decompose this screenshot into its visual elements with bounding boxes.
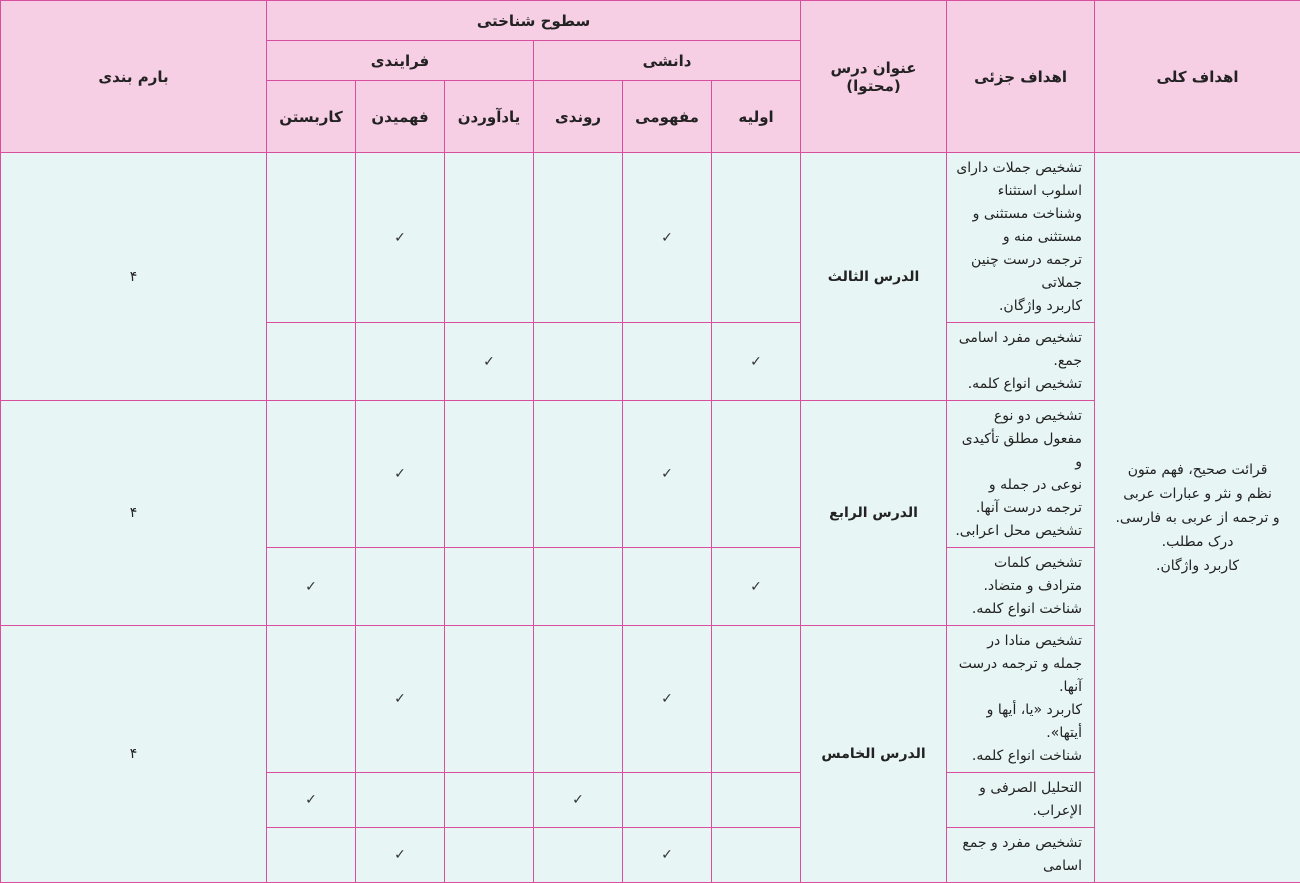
score-cell: ۴ (1, 626, 267, 883)
general-goal-line: قرائت صحیح، فهم متون (1103, 458, 1292, 482)
check-cell-primary (712, 773, 801, 828)
check-cell-applying (267, 828, 356, 883)
general-goal-line: کاربرد واژگان. (1103, 554, 1292, 578)
objective-cell (947, 401, 1095, 548)
check-cell-understanding (356, 773, 445, 828)
objective-line: تشخیص کلمات مترادف و متضاد. (955, 552, 1082, 598)
check-cell-understanding (356, 323, 445, 401)
check-cell-applying (267, 153, 356, 323)
general-goal-line: نظم و نثر و عبارات عربی (1103, 482, 1292, 506)
header-understanding: فهمیدن (356, 81, 445, 153)
check-cell-conceptual (623, 153, 712, 323)
objective-cell (947, 828, 1095, 883)
check-cell-procedural (534, 773, 623, 828)
check-cell-primary (712, 626, 801, 773)
header-partial-goals: اهداف جزئی (947, 1, 1095, 153)
check-cell-procedural (534, 153, 623, 323)
check-mark-icon: ✓ (394, 230, 406, 246)
objective-line: تشخیص مفرد اسامی جمع. (955, 327, 1082, 373)
check-cell-recall (445, 773, 534, 828)
lesson-title-cell: الدرس الرابع (801, 401, 947, 626)
check-cell-conceptual (623, 828, 712, 883)
header-general-goals: اهداف کلی (1095, 1, 1300, 153)
check-cell-procedural (534, 401, 623, 548)
check-mark-icon: ✓ (750, 579, 762, 595)
objective-line: نوعی در جمله و ترجمه درست آنها. (955, 474, 1082, 520)
table-row (1, 153, 1300, 323)
check-cell-understanding (356, 548, 445, 626)
check-mark-icon: ✓ (394, 847, 406, 863)
header-scoring: بارم بندی (1, 1, 267, 153)
check-cell-conceptual (623, 773, 712, 828)
check-cell-conceptual (623, 323, 712, 401)
check-mark-icon: ✓ (394, 466, 406, 482)
header-procedural: روندی (534, 81, 623, 153)
check-mark-icon: ✓ (483, 354, 495, 370)
check-mark-icon: ✓ (750, 354, 762, 370)
lesson-title-cell: الدرس الخامس (801, 626, 947, 883)
objective-line: آنها. (955, 676, 1082, 699)
objective-line: ترجمه درست چنین جملاتی (955, 249, 1082, 295)
check-cell-procedural (534, 626, 623, 773)
score-cell: ۴ (1, 153, 267, 401)
check-cell-understanding (356, 828, 445, 883)
check-mark-icon: ✓ (661, 466, 673, 482)
general-goals-cell (1095, 153, 1300, 883)
objective-line: تشخیص مفرد و جمع اسامی (955, 832, 1082, 878)
check-cell-primary (712, 548, 801, 626)
check-cell-conceptual (623, 401, 712, 548)
objective-line: شناخت انواع کلمه. (955, 745, 1082, 768)
general-goal-line: درک مطلب. (1103, 530, 1292, 554)
header-knowledge: دانشی (534, 41, 801, 81)
objective-cell (947, 323, 1095, 401)
check-cell-procedural (534, 548, 623, 626)
check-mark-icon: ✓ (661, 691, 673, 707)
check-cell-applying (267, 626, 356, 773)
objective-line: تشخیص منادا در جمله و ترجمه درست (955, 630, 1082, 676)
objective-line: التحلیل الصرفی و الإعراب. (955, 777, 1082, 823)
check-cell-recall (445, 626, 534, 773)
general-goal-line: و ترجمه از عربی به فارسی. (1103, 506, 1292, 530)
check-mark-icon: ✓ (394, 691, 406, 707)
check-cell-conceptual (623, 626, 712, 773)
check-cell-recall (445, 548, 534, 626)
objective-line: تشخیص جملات دارای اسلوب استثناء (955, 157, 1082, 203)
check-cell-applying (267, 773, 356, 828)
check-cell-procedural (534, 323, 623, 401)
objective-line: تشخیص انواع کلمه. (955, 373, 1082, 396)
check-cell-understanding (356, 153, 445, 323)
check-cell-primary (712, 401, 801, 548)
header-recall: یادآوردن (445, 81, 534, 153)
objective-cell (947, 626, 1095, 773)
check-cell-primary (712, 323, 801, 401)
objective-line: وشناخت مستثنی و مستثنی منه و (955, 203, 1082, 249)
check-mark-icon: ✓ (305, 579, 317, 595)
header-conceptual: مفهومی (623, 81, 712, 153)
check-cell-primary (712, 828, 801, 883)
check-cell-applying (267, 401, 356, 548)
objective-cell (947, 153, 1095, 323)
score-cell: ۴ (1, 401, 267, 626)
check-cell-understanding (356, 401, 445, 548)
check-cell-applying (267, 548, 356, 626)
check-mark-icon: ✓ (661, 230, 673, 246)
check-mark-icon: ✓ (305, 792, 317, 808)
objective-line: کاربرد «یا، أیها و أیتها». (955, 699, 1082, 745)
check-cell-recall (445, 323, 534, 401)
header-process: فرایندی (267, 41, 534, 81)
check-mark-icon: ✓ (572, 792, 584, 808)
header-lesson-title: عنوان درس (محتوا) (801, 1, 947, 153)
check-cell-understanding (356, 626, 445, 773)
header-primary: اولیه (712, 81, 801, 153)
check-cell-procedural (534, 828, 623, 883)
objective-line: تشخیص محل اعرابی. (955, 520, 1082, 543)
header-cognitive-levels: سطوح شناختی (267, 1, 801, 41)
objective-cell (947, 773, 1095, 828)
lesson-title-cell: الدرس الثالث (801, 153, 947, 401)
check-cell-primary (712, 153, 801, 323)
check-cell-applying (267, 323, 356, 401)
check-cell-recall (445, 401, 534, 548)
objective-line: کاربرد واژگان. (955, 295, 1082, 318)
header-applying: کاربستن (267, 81, 356, 153)
check-mark-icon: ✓ (661, 847, 673, 863)
check-cell-recall (445, 153, 534, 323)
check-cell-recall (445, 828, 534, 883)
check-cell-conceptual (623, 548, 712, 626)
objective-line: شناخت انواع کلمه. (955, 598, 1082, 621)
objective-line: تشخیص دو نوع مفعول مطلق تأکیدی و (955, 405, 1082, 474)
objective-cell (947, 548, 1095, 626)
